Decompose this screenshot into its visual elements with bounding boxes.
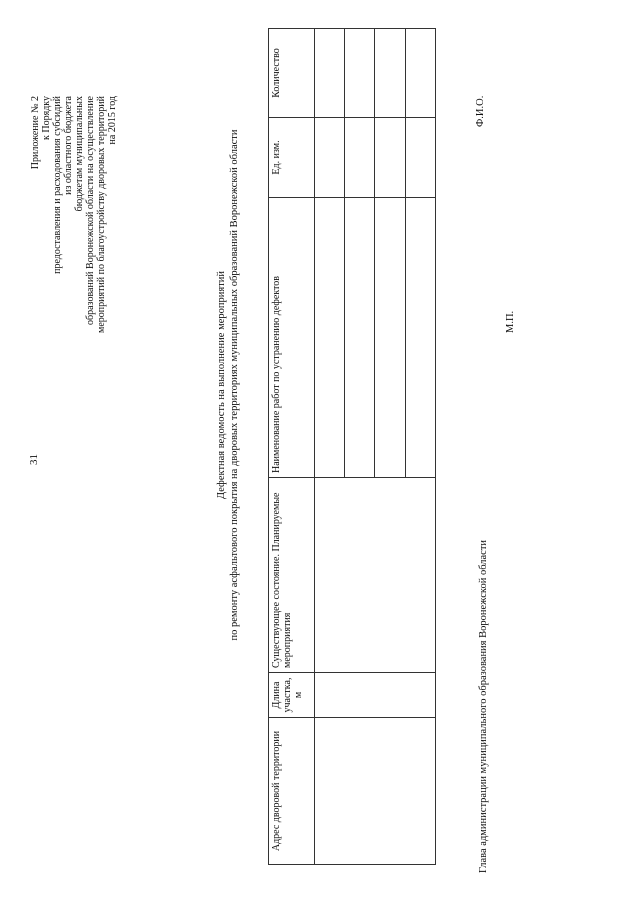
title-line-1: Дефектная ведомость на выполнение мероприятий xyxy=(216,270,227,500)
cell-unit xyxy=(315,118,345,198)
appendix-line: бюджетам муниципальных xyxy=(74,96,85,212)
header-address: Адрес дворовой территории xyxy=(269,718,315,865)
appendix-block xyxy=(30,96,118,336)
signature-title: Глава администрации муниципального образования Воронежской области xyxy=(478,539,489,873)
table-row xyxy=(315,29,345,865)
header-works: Наименование работ по устранению дефектов xyxy=(269,198,315,478)
title-line-2: по ремонту асфальтового покрытия на дворовых территориях муниципальных образований Воронежской области xyxy=(228,129,240,641)
name-placeholder: Ф.И.О. xyxy=(475,95,486,127)
header-state: Существующее состояние. Планируемые мероприятия xyxy=(269,478,315,673)
cell-length xyxy=(315,673,436,718)
header-quantity: Количество xyxy=(269,29,315,118)
defects-table xyxy=(268,28,436,865)
appendix-line: образований Воронежской области на осуществление xyxy=(85,96,96,325)
cell-quantity xyxy=(345,29,375,118)
cell-unit xyxy=(375,118,406,198)
appendix-line: к Порядку xyxy=(41,96,52,140)
appendix-line: из областного бюджета xyxy=(63,96,74,195)
table-header-row xyxy=(269,29,315,865)
cell-unit xyxy=(345,118,375,198)
appendix-line: на 2015 год xyxy=(107,96,118,145)
appendix-line: мероприятий по благоустройству дворовых территорий xyxy=(96,96,107,333)
cell-unit xyxy=(406,118,436,198)
cell-address xyxy=(315,718,436,865)
document-title xyxy=(216,65,241,705)
header-length: Длина участка, м xyxy=(269,673,315,718)
cell-works xyxy=(315,198,345,478)
cell-works xyxy=(406,198,436,478)
cell-quantity xyxy=(406,29,436,118)
stamp-placeholder: М.П. xyxy=(505,310,516,333)
cell-quantity xyxy=(375,29,406,118)
cell-quantity xyxy=(315,29,345,118)
cell-state xyxy=(315,478,436,673)
header-unit: Ед. изм. xyxy=(269,118,315,198)
cell-works xyxy=(345,198,375,478)
appendix-line: Приложение № 2 xyxy=(30,96,41,170)
page-number: 31 xyxy=(28,454,40,465)
appendix-line: предоставления и расходования субсидий xyxy=(52,96,63,274)
cell-works xyxy=(375,198,406,478)
